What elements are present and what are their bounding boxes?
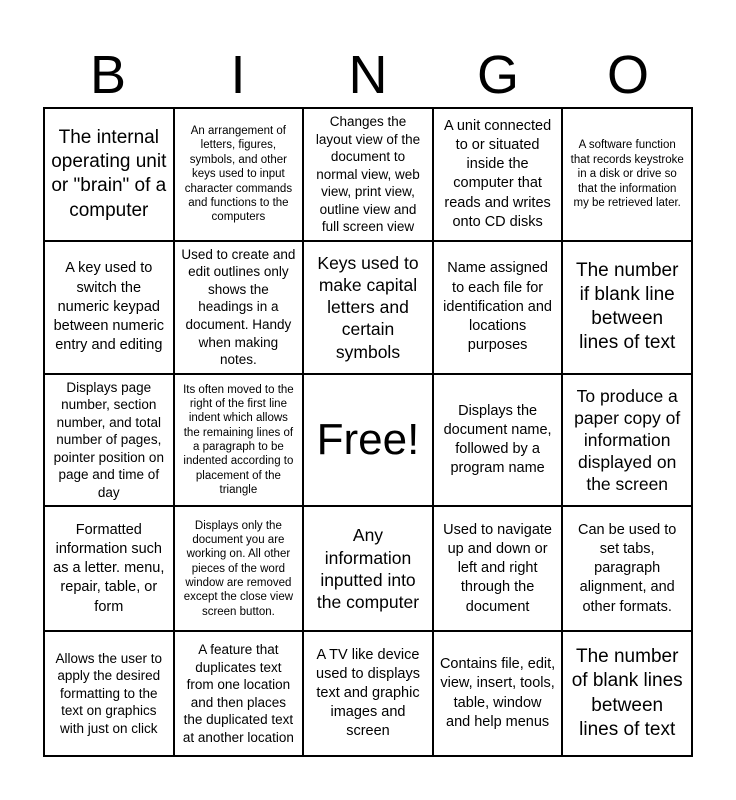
header-letter-i: I — [230, 45, 246, 105]
header-letter-o: O — [606, 45, 649, 105]
bingo-board — [43, 107, 693, 757]
bingo-cell-5-5: The number of blank lines between lines of text — [562, 631, 692, 756]
bingo-cell-4-2: Displays only the document you are working on. All other pieces of the word window are removed except the close view screen button. — [174, 506, 304, 631]
header-letter-b: B — [89, 45, 127, 105]
header-letter-n: N — [348, 45, 388, 105]
bingo-cell-5-1: Allows the user to apply the desired formatting to the text on graphics with just on click — [44, 631, 174, 756]
bingo-cell-2-5: The number if blank line between lines of text — [562, 241, 692, 374]
bingo-cell-3-1: Displays page number, section number, and total number of pages, pointer position on page and time of day — [44, 374, 174, 507]
bingo-cell-4-3: Any information inputted into the computer — [303, 506, 433, 631]
bingo-cell-free: Free! — [303, 374, 433, 507]
bingo-header — [43, 40, 693, 110]
bingo-cell-5-4: Contains file, edit, view, insert, tools, table, window and help menus — [433, 631, 563, 756]
bingo-cell-3-2: Its often moved to the right of the first line indent which allows the remaining lines of a paragraph to be indented according to placement of the triangle — [174, 374, 304, 507]
bingo-cell-1-4: A unit connected to or situated inside the computer that reads and writes onto CD disks — [433, 108, 563, 241]
bingo-cell-1-5: A software function that records keystroke in a disk or drive so that the information my be retrieved later. — [562, 108, 692, 241]
bingo-cell-2-3: Keys used to make capital letters and certain symbols — [303, 241, 433, 374]
bingo-cell-4-4: Used to navigate up and down or left and right through the document — [433, 506, 563, 631]
bingo-cell-2-1: A key used to switch the numeric keypad between numeric entry and editing — [44, 241, 174, 374]
bingo-cell-4-5: Can be used to set tabs, paragraph alignment, and other formats. — [562, 506, 692, 631]
bingo-cell-1-1: The internal operating unit or "brain" of a computer — [44, 108, 174, 241]
bingo-cell-5-3: A TV like device used to displays text and graphic images and screen — [303, 631, 433, 756]
bingo-cell-2-4: Name assigned to each file for identification and locations purposes — [433, 241, 563, 374]
bingo-cell-2-2: Used to create and edit outlines only shows the headings in a document. Handy when making notes. — [174, 241, 304, 374]
header-letter-g: G — [476, 45, 519, 105]
bingo-cell-5-2: A feature that duplicates text from one location and then places the duplicated text at another location — [174, 631, 304, 756]
bingo-cell-1-3: Changes the layout view of the document to normal view, web view, print view, outline view and full screen view — [303, 108, 433, 241]
bingo-cell-3-4: Displays the document name, followed by a program name — [433, 374, 563, 507]
bingo-cell-4-1: Formatted information such as a letter. menu, repair, table, or form — [44, 506, 174, 631]
bingo-cell-1-2: An arrangement of letters, figures, symbols, and other keys used to input character commands and functions to the computers — [174, 108, 304, 241]
bingo-cell-3-5: To produce a paper copy of information displayed on the screen — [562, 374, 692, 507]
